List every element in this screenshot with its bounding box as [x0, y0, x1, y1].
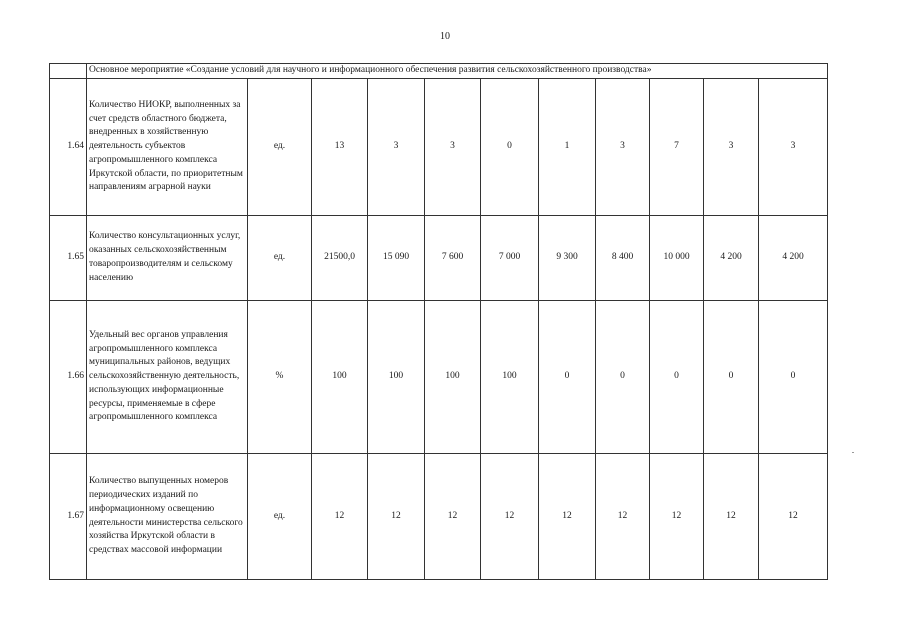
value-cell: 0	[481, 79, 539, 216]
value-cell: 1	[539, 79, 596, 216]
row-number: 1.67	[50, 454, 87, 580]
value-cell: 8 400	[596, 216, 650, 301]
value-cell: 3	[759, 79, 828, 216]
unit-cell: ед.	[248, 454, 312, 580]
value-cell: 21500,0	[312, 216, 368, 301]
value-cell: 100	[425, 301, 481, 454]
table-row	[50, 216, 828, 301]
value-cell: 12	[596, 454, 650, 580]
value-cell: 12	[312, 454, 368, 580]
indicator-name: Количество НИОКР, выполненных за счет средств областного бюджета, внедренных в хозяйственную деятельность субъектов агропромышленного комплекса Иркутской области, по приоритетным направлениям аграрной науки	[87, 79, 248, 216]
value-cell: 3	[425, 79, 481, 216]
value-cell: 7	[650, 79, 704, 216]
value-cell: 10 000	[650, 216, 704, 301]
value-cell: 3	[704, 79, 759, 216]
row-number: 1.64	[50, 79, 87, 216]
value-cell: 7 600	[425, 216, 481, 301]
value-cell: 100	[312, 301, 368, 454]
value-cell: 9 300	[539, 216, 596, 301]
value-cell: 4 200	[704, 216, 759, 301]
value-cell: 0	[650, 301, 704, 454]
value-cell: 0	[759, 301, 828, 454]
unit-cell: %	[248, 301, 312, 454]
value-cell: 100	[368, 301, 425, 454]
value-cell: 0	[704, 301, 759, 454]
indicator-name: Удельный вес органов управления агропромышленного комплекса муниципальных районов, ведущих сельскохозяйственную деятельность, использующих информационные ресурсы, применяемые в сфере агропромышленного комплекса	[87, 301, 248, 454]
indicator-name: Количество консультационных услуг, оказанных сельскохозяйственным товаропроизводителям и сельскому населению	[87, 216, 248, 301]
value-cell: 100	[481, 301, 539, 454]
table-row	[50, 454, 828, 580]
section-header-row	[50, 64, 828, 79]
section-empty-cell	[50, 64, 87, 79]
value-cell: 13	[312, 79, 368, 216]
value-cell: 12	[650, 454, 704, 580]
value-cell: 0	[539, 301, 596, 454]
value-cell: 12	[539, 454, 596, 580]
row-number: 1.66	[50, 301, 87, 454]
table-row	[50, 301, 828, 454]
value-cell: 3	[596, 79, 650, 216]
unit-cell: ед.	[248, 79, 312, 216]
unit-cell: ед.	[248, 216, 312, 301]
row-number: 1.65	[50, 216, 87, 301]
value-cell: 0	[596, 301, 650, 454]
table-row	[50, 79, 828, 216]
indicators-table	[49, 63, 828, 580]
value-cell: 4 200	[759, 216, 828, 301]
value-cell: 7 000	[481, 216, 539, 301]
section-title: Основное мероприятие «Создание условий для научного и информационного обеспечения развития сельскохозяйственного производства»	[87, 64, 828, 79]
value-cell: 12	[425, 454, 481, 580]
value-cell: 3	[368, 79, 425, 216]
scan-speck	[852, 452, 854, 453]
indicator-name: Количество выпущенных номеров периодических изданий по информационному освещению деятельности министерства сельского хозяйства Иркутской области в средствах массовой информации	[87, 454, 248, 580]
value-cell: 12	[368, 454, 425, 580]
value-cell: 12	[759, 454, 828, 580]
value-cell: 15 090	[368, 216, 425, 301]
page-number: 10	[440, 31, 450, 42]
value-cell: 12	[704, 454, 759, 580]
value-cell: 12	[481, 454, 539, 580]
